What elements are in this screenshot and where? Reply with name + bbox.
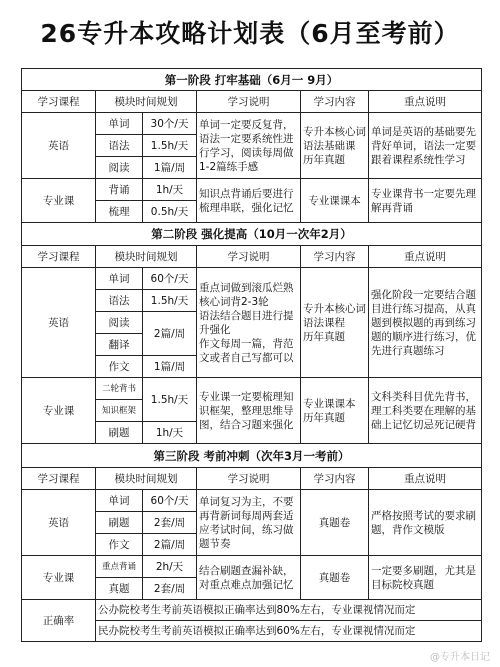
table-row	[22, 268, 482, 290]
desc-cell: 重点词做到滚瓜烂熟核心词背2-3轮 语法结合题目进行提升强化 作文每周一篇，背范文或者自己写都可以	[197, 268, 301, 378]
header-note: 重点说明	[369, 468, 482, 490]
course-cell: 专业课	[22, 378, 96, 444]
module-name: 翻译	[96, 334, 143, 356]
header-course: 学习课程	[22, 91, 96, 113]
module-name: 重点背诵	[96, 556, 143, 578]
module-time: 2篇/周	[143, 534, 197, 556]
accuracy-label: 正确率	[22, 600, 96, 642]
table-row	[22, 378, 482, 400]
module-name: 阅读	[96, 157, 143, 179]
header-row	[22, 246, 482, 268]
module-name: 知识框架	[96, 400, 143, 422]
accuracy-row	[22, 600, 482, 621]
module-time: 1h/天	[143, 422, 197, 444]
desc-cell: 单词复习为主，不要再背新词每周两套适应考试时间，练习做题节奏	[197, 490, 301, 556]
table-row	[22, 179, 482, 201]
content-cell: 专升本核心词 语法基础课 历年真题	[301, 113, 369, 179]
module-name: 阅读	[96, 312, 143, 334]
module-name: 单词	[96, 490, 143, 512]
desc-cell: 结合刷题查漏补缺，对重点难点加强记忆	[197, 556, 301, 600]
header-note: 重点说明	[369, 246, 482, 268]
content-cell: 专升本核心词 语法课程 历年真题	[301, 268, 369, 378]
module-name: 真题	[96, 578, 143, 600]
course-cell: 专业课	[22, 179, 96, 223]
course-cell: 英语	[22, 268, 96, 378]
module-name: 梳理	[96, 201, 143, 223]
note-cell: 文科类科目优先背书，理工科类要在理解的基础上记忆切忌死记硬背	[369, 378, 482, 444]
content-cell: 真题卷	[301, 556, 369, 600]
header-module: 模块时间规划	[96, 91, 197, 113]
module-time: 30个/天	[143, 113, 197, 135]
header-note: 重点说明	[369, 91, 482, 113]
module-name: 单词	[96, 113, 143, 135]
plan-table	[21, 68, 482, 642]
desc-cell: 知识点背诵后要进行梳理串联，强化记忆	[197, 179, 301, 223]
page-title: 26专升本攻略计划表（6月至考前）	[40, 19, 460, 48]
table-row	[22, 113, 482, 135]
module-time: 1.5h/天	[143, 290, 197, 312]
stage1-title: 第一阶段 打牢基础（6月一 9月）	[22, 69, 482, 91]
note-cell: 严格按照考试的要求刷题，背作文模版	[369, 490, 482, 556]
module-time: 2篇/周	[143, 312, 197, 356]
content-cell: 专业课课本 历年真题	[301, 378, 369, 444]
module-time: 1h/天	[143, 179, 197, 201]
module-time: 1篇/周	[143, 157, 197, 179]
course-cell: 英语	[22, 113, 96, 179]
header-content: 学习内容	[301, 468, 369, 490]
accuracy-line-public: 公办院校考生考前英语模拟正确率达到80%左右，专业课视情况而定	[96, 600, 482, 621]
desc-cell: 单词一定要反复背，语法一定要系统性进行学习，阅读每周做1-2篇练手感	[197, 113, 301, 179]
header-content: 学习内容	[301, 91, 369, 113]
module-time: 60个/天	[143, 490, 197, 512]
course-cell: 专业课	[22, 556, 96, 600]
note-cell: 专业课背书一定要先理解再背诵	[369, 179, 482, 223]
module-name: 刷题	[96, 512, 143, 534]
module-time: 60个/天	[143, 268, 197, 290]
stage2-title: 第二阶段 强化提高（10月一次年2月）	[22, 223, 482, 246]
stage3-title: 第三阶段 考前冲刺（次年3月一考前）	[22, 444, 482, 468]
module-name: 语法	[96, 135, 143, 157]
module-time: 2套/周	[143, 578, 197, 600]
note-cell: 一定要多刷题，尤其是目标院校真题	[369, 556, 482, 600]
table-row	[22, 556, 482, 578]
module-time: 1篇/周	[143, 356, 197, 378]
module-name: 作文	[96, 534, 143, 556]
note-cell: 单词是英语的基础要先背好单词，语法一定要跟着课程系统性学习	[369, 113, 482, 179]
header-module: 模块时间规划	[96, 468, 197, 490]
module-name: 刷题	[96, 422, 143, 444]
desc-cell: 专业课一定要梳理知识框架，整理思维导图，结合习题来强化	[197, 378, 301, 444]
header-module: 模块时间规划	[96, 246, 197, 268]
content-cell: 专业课课本	[301, 179, 369, 223]
module-name: 单词	[96, 268, 143, 290]
table-row	[22, 490, 482, 512]
header-content: 学习内容	[301, 246, 369, 268]
header-row	[22, 91, 482, 113]
module-time: 2套/周	[143, 512, 197, 534]
accuracy-line-private: 民办院校考生考前英语模拟正确率达到60%左右，专业课视情况而定	[96, 621, 482, 642]
module-time: 2h/天	[143, 556, 197, 578]
module-name: 语法	[96, 290, 143, 312]
header-course: 学习课程	[22, 246, 96, 268]
watermark: @专升本日记	[430, 652, 490, 663]
header-row	[22, 468, 482, 490]
module-time: 1.5h/天	[143, 135, 197, 157]
content-cell: 真题卷	[301, 490, 369, 556]
course-cell: 英语	[22, 490, 96, 556]
header-desc: 学习说明	[197, 91, 301, 113]
module-name: 二轮背书	[96, 378, 143, 400]
header-desc: 学习说明	[197, 246, 301, 268]
header-desc: 学习说明	[197, 468, 301, 490]
module-time: 0.5h/天	[143, 201, 197, 223]
header-course: 学习课程	[22, 468, 96, 490]
module-name: 作文	[96, 356, 143, 378]
module-time: 1.5h/天	[143, 378, 197, 422]
note-cell: 强化阶段一定要结合题目进行练习提高，从真题到模拟题的再到练习题的顺序进行练习，优先进行真题练习	[369, 268, 482, 378]
module-name: 背诵	[96, 179, 143, 201]
